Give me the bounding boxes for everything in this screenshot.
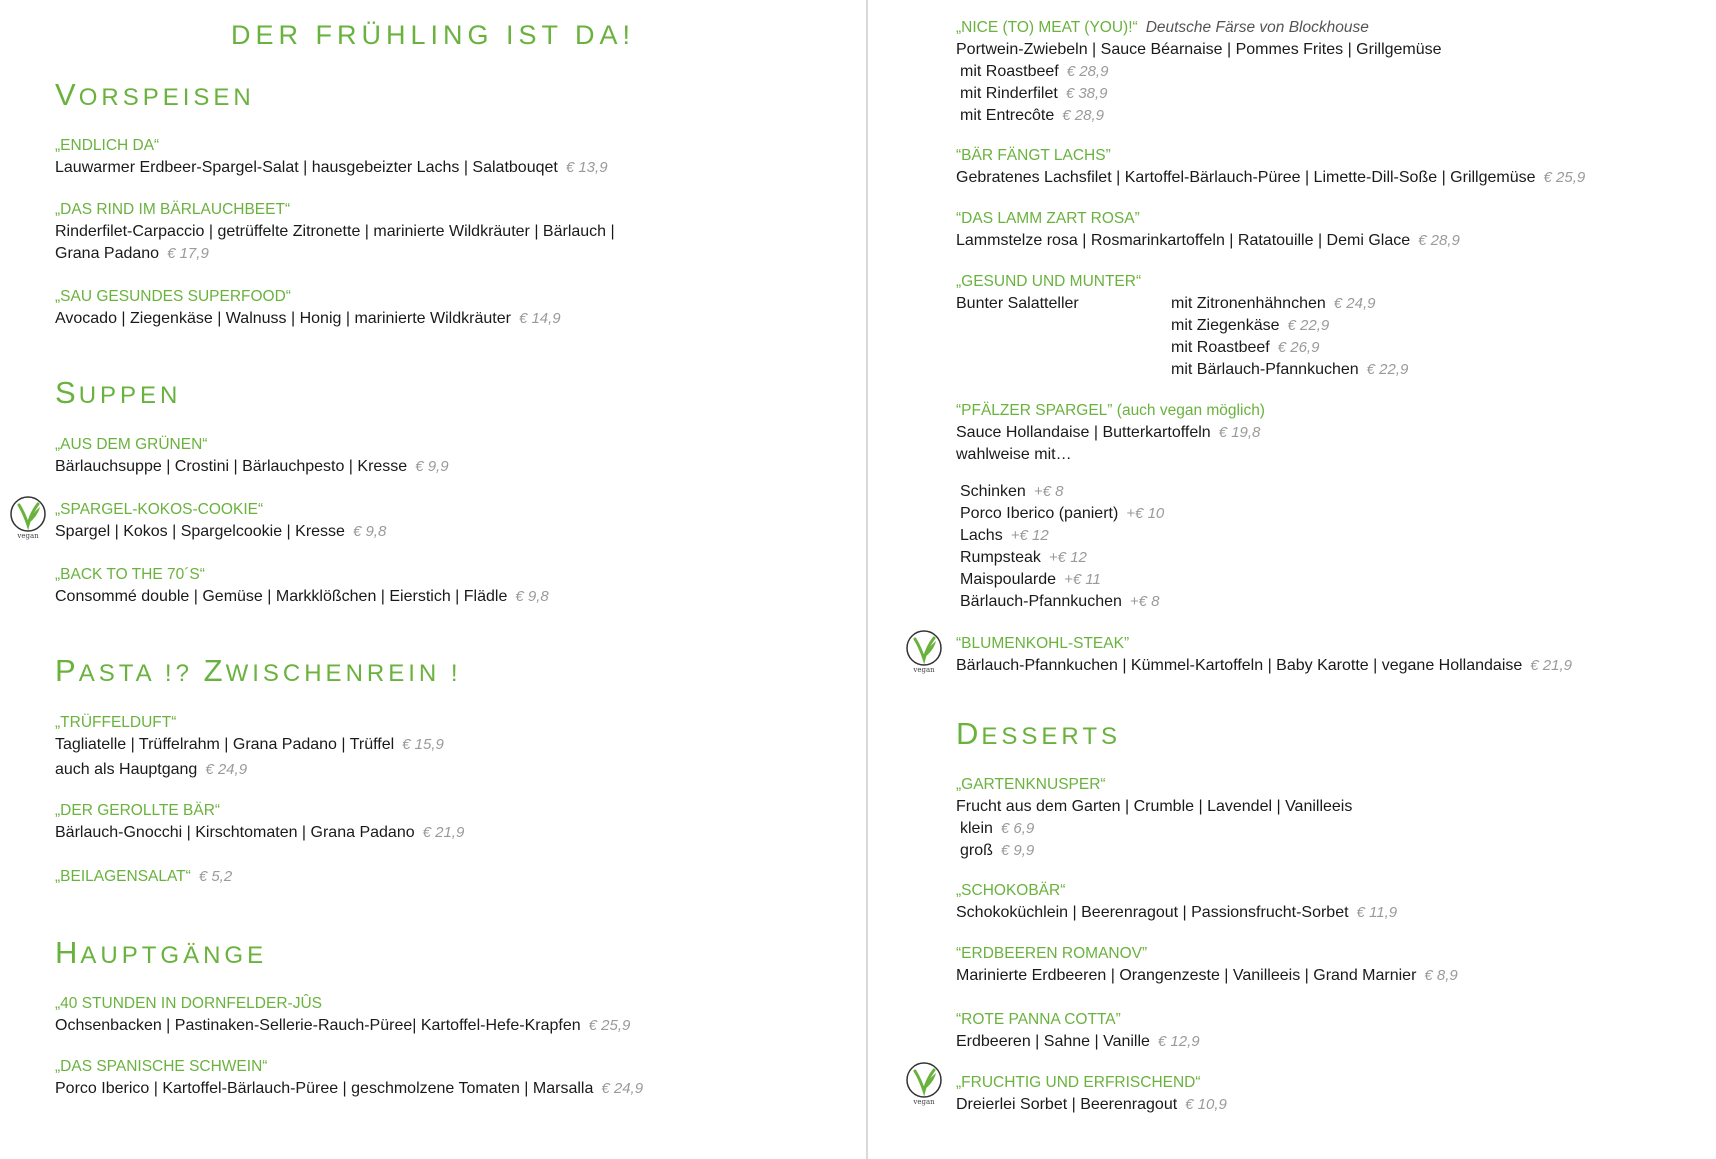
dish-price: € 9,8: [352, 523, 387, 540]
dish-price: € 12,9: [1157, 1033, 1200, 1050]
dish-sau-gesundes-superfood: [55, 286, 855, 330]
section-hauptgaenge: [55, 935, 268, 971]
section-pasta: [55, 653, 462, 689]
dish-erdbeeren-romanov: [956, 943, 1696, 987]
option-price: +€ 8: [1033, 483, 1064, 500]
dish-price: € 25,9: [588, 1017, 631, 1034]
vegan-badge-icon: [904, 1062, 944, 1108]
dish-extra: wahlweise mit…: [956, 446, 1072, 463]
dish-fruchtig-und-erfrischend: [956, 1072, 1696, 1116]
dish-description: Schokoküchlein | Beerenragout | Passionsfrucht-Sorbet: [956, 904, 1349, 921]
dish-description: Porco Iberico | Kartoffel-Bärlauch-Püree | geschmolzene Tomaten | Marsalla: [55, 1080, 594, 1097]
dish-description: Grana Padano: [55, 245, 160, 262]
dish-name: „DAS SPANISCHE SCHWEIN“: [55, 1058, 268, 1075]
section-title-vorspeisen: VORSPEISEN: [55, 77, 255, 112]
dish-price: € 14,9: [518, 310, 561, 327]
dish-aus-dem-gruenen: [55, 434, 855, 478]
dish-gesund-und-munter: [956, 271, 1696, 385]
dish-back-to-the-70s: [55, 564, 855, 608]
dish-price: € 25,9: [1543, 169, 1586, 186]
dish-name: „DAS RIND IM BÄRLAUCHBEET“: [55, 201, 291, 218]
option-row: Lachs +€ 12: [960, 527, 1049, 544]
option-row: Rumpsteak +€ 12: [960, 549, 1087, 566]
dish-description: Consommé double | Gemüse | Markklößchen | Eierstich | Flädle: [55, 588, 508, 605]
dish-name: „SAU GESUNDES SUPERFOOD“: [55, 288, 291, 305]
vegan-badge-label: vegan: [17, 532, 39, 540]
dish-beilagensalat: [55, 866, 855, 888]
dish-baer-faengt-lachs: [956, 145, 1696, 189]
section-title-suppen: SUPPEN: [55, 375, 182, 410]
option-price: € 6,9: [1000, 820, 1035, 837]
dish-description: Spargel | Kokos | Spargelcookie | Kresse: [55, 523, 345, 540]
option-row: Porco Iberico (paniert) +€ 10: [960, 505, 1165, 522]
dish-name: „TRÜFFELDUFT“: [55, 714, 177, 731]
dish-spargel-kokos-cookie: [55, 499, 855, 543]
dish-description: Sauce Hollandaise | Butterkartoffeln: [956, 424, 1211, 441]
option-row: mit Entrecôte € 28,9: [960, 107, 1104, 124]
dish-pfaelzer-spargel: [956, 400, 1696, 613]
dish-description: Bärlauch-Pfannkuchen | Kümmel-Kartoffeln | Baby Karotte | vegane Hollandaise: [956, 657, 1523, 674]
option-price: € 26,9: [1277, 339, 1320, 356]
option-row: Bärlauch-Pfannkuchen +€ 8: [960, 593, 1160, 610]
option-price: € 28,9: [1062, 107, 1104, 124]
dish-blumenkohl-steak: [956, 633, 1696, 677]
dish-description: Frucht aus dem Garten | Crumble | Lavendel | Vanilleeis: [956, 798, 1353, 815]
dish-description: Dreierlei Sorbet | Beerenragout: [956, 1096, 1178, 1113]
dish-price: € 10,9: [1185, 1096, 1227, 1113]
vegan-badge-label: vegan: [913, 666, 935, 674]
dish-40-stunden: [55, 993, 855, 1037]
dish-das-spanische-schwein: [55, 1056, 855, 1100]
section-title-desserts: DESSERTS: [956, 716, 1121, 751]
option-price: € 28,9: [1066, 63, 1109, 80]
dish-name: „BACK TO THE 70´S“: [55, 566, 205, 583]
dish-schokobaer: [956, 880, 1696, 924]
vegan-badge-icon: [904, 630, 944, 676]
dish-name: “DAS LAMM ZART ROSA”: [956, 210, 1140, 227]
dish-extra: auch als Hauptgang: [55, 761, 198, 778]
option-price: € 38,9: [1065, 85, 1108, 102]
option-price: +€ 12: [1010, 527, 1049, 544]
option-price: +€ 11: [1064, 571, 1101, 588]
dish-name: “BÄR FÄNGT LACHS”: [956, 147, 1111, 164]
option-price: +€ 8: [1129, 593, 1160, 610]
section-title-hauptgaenge: HAUPTGÄNGE: [55, 935, 268, 970]
option-price: € 22,9: [1366, 361, 1409, 378]
option-row: mit Rinderfilet € 38,9: [960, 85, 1108, 102]
dish-description: Lammstelze rosa | Rosmarinkartoffeln | Ratatouille | Demi Glace: [956, 232, 1411, 249]
dish-description: Tagliatelle | Trüffelrahm | Grana Padano | Trüffel: [55, 736, 395, 753]
dish-name: „40 STUNDEN IN DORNFELDER-JÛS: [55, 995, 322, 1012]
option-price: +€ 12: [1048, 549, 1087, 566]
right-page: [868, 0, 1716, 1159]
dish-der-gerollte-baer: [55, 800, 855, 844]
dish-price: € 13,9: [565, 159, 608, 176]
dish-name: „GARTENKNUSPER“: [956, 776, 1106, 793]
dish-description: Portwein-Zwiebeln | Sauce Béarnaise | Pommes Frites | Grillgemüse: [956, 41, 1442, 58]
dish-subtitle: Deutsche Färse von Blockhouse: [1145, 19, 1369, 36]
dish-description: Avocado | Ziegenkäse | Walnuss | Honig | marinierte Wildkräuter: [55, 310, 511, 327]
dish-description: Erdbeeren | Sahne | Vanille: [956, 1033, 1150, 1050]
dish-price: € 9,8: [515, 588, 549, 605]
dish-description: Lauwarmer Erdbeer-Spargel-Salat | hausgebeizter Lachs | Salatbouqet: [55, 159, 558, 176]
section-suppen: [55, 375, 182, 411]
vegan-badge-icon: [8, 496, 48, 542]
option-row: mit Bärlauch-Pfannkuchen € 22,9: [1171, 361, 1409, 378]
section-vorspeisen: [55, 77, 855, 113]
dish-description: Bärlauch-Gnocchi | Kirschtomaten | Grana Padano: [55, 824, 415, 841]
dish-price: € 24,9: [601, 1080, 644, 1097]
option-row: Maispoularde +€ 11: [960, 571, 1101, 588]
option-price: € 22,9: [1287, 317, 1330, 334]
option-row: klein € 6,9: [960, 820, 1035, 837]
option-row: Schinken +€ 8: [960, 483, 1064, 500]
dish-description: Bunter Salatteller: [956, 295, 1079, 312]
section-title-pasta: PASTA !? ZWISCHENREIN !: [55, 653, 462, 688]
dish-price: € 21,9: [422, 824, 465, 841]
dish-name: „DER GEROLLTE BÄR“: [55, 802, 221, 819]
dish-description: Rinderfilet-Carpaccio | getrüffelte Zitronette | marinierte Wildkräuter | Bärlauch |: [55, 223, 615, 240]
dish-trueffelduft: [55, 712, 855, 781]
option-row: mit Roastbeef € 28,9: [960, 63, 1109, 80]
option-row: mit Roastbeef € 26,9: [1171, 339, 1320, 356]
dish-gartenknusper: [956, 774, 1696, 862]
dish-name: “BLUMENKOHL-STEAK”: [956, 635, 1130, 652]
dish-name: “PFÄLZER SPARGEL”: [956, 402, 1113, 419]
dish-das-lamm-zart-rosa: [956, 208, 1696, 252]
option-row: mit Zitronenhähnchen € 24,9: [1171, 295, 1376, 312]
section-desserts: [956, 716, 1121, 752]
dish-name: „GESUND UND MUNTER“: [956, 273, 1142, 290]
dish-description: Marinierte Erdbeeren | Orangenzeste | Vanilleeis | Grand Marnier: [956, 967, 1417, 984]
option-list: [1171, 293, 1408, 381]
dish-price: € 21,9: [1530, 657, 1572, 674]
dish-price: € 15,9: [402, 736, 444, 753]
dish-extra-price: € 24,9: [205, 761, 248, 778]
option-price: € 24,9: [1333, 295, 1376, 312]
dish-description: Ochsenbacken | Pastinaken-Sellerie-Rauch-Püree| Kartoffel-Hefe-Krapfen: [55, 1017, 581, 1034]
dish-description: Bärlauchsuppe | Crostini | Bärlauchpesto | Kresse: [55, 458, 408, 475]
option-price: € 9,9: [1000, 842, 1035, 859]
dish-price: € 11,9: [1356, 904, 1398, 921]
dish-description: Gebratenes Lachsfilet | Kartoffel-Bärlauch-Püree | Limette-Dill-Soße | Grillgemüse: [956, 169, 1536, 186]
dish-price: € 17,9: [167, 245, 209, 262]
dish-nice-to-meat-you: [956, 17, 1696, 127]
option-row: mit Ziegenkäse € 22,9: [1171, 317, 1330, 334]
dish-name: „SCHOKOBÄR“: [956, 882, 1066, 899]
dish-name: “ERDBEEREN ROMANOV”: [956, 945, 1148, 962]
dish-price: € 28,9: [1418, 232, 1460, 249]
dish-rind-im-baerlauchbeet: [55, 199, 855, 265]
dish-price: € 9,9: [415, 458, 449, 475]
dish-rote-panna-cotta: [956, 1009, 1696, 1053]
dish-endlich-da: [55, 135, 855, 179]
dish-name: „AUS DEM GRÜNEN“: [55, 436, 208, 453]
page-title: DER FRÜHLING IST DA!: [230, 20, 636, 50]
dish-name: „NICE (TO) MEAT (YOU)!“: [956, 19, 1138, 36]
dish-price: € 8,9: [1424, 967, 1458, 984]
dish-name: „ENDLICH DA“: [55, 137, 160, 154]
option-row: groß € 9,9: [960, 842, 1035, 859]
option-price: +€ 10: [1126, 505, 1165, 522]
dish-name: „BEILAGENSALAT“: [55, 868, 191, 885]
dish-price: € 5,2: [198, 868, 233, 885]
dish-name: „SPARGEL-KOKOS-COOKIE“: [55, 501, 264, 518]
dish-note: (auch vegan möglich): [1116, 402, 1265, 419]
dish-price: € 19,8: [1218, 424, 1261, 441]
vegan-badge-label: vegan: [913, 1098, 935, 1106]
dish-name: “ROTE PANNA COTTA”: [956, 1011, 1121, 1028]
dish-name: „FRUCHTIG UND ERFRISCHEND“: [956, 1074, 1201, 1091]
